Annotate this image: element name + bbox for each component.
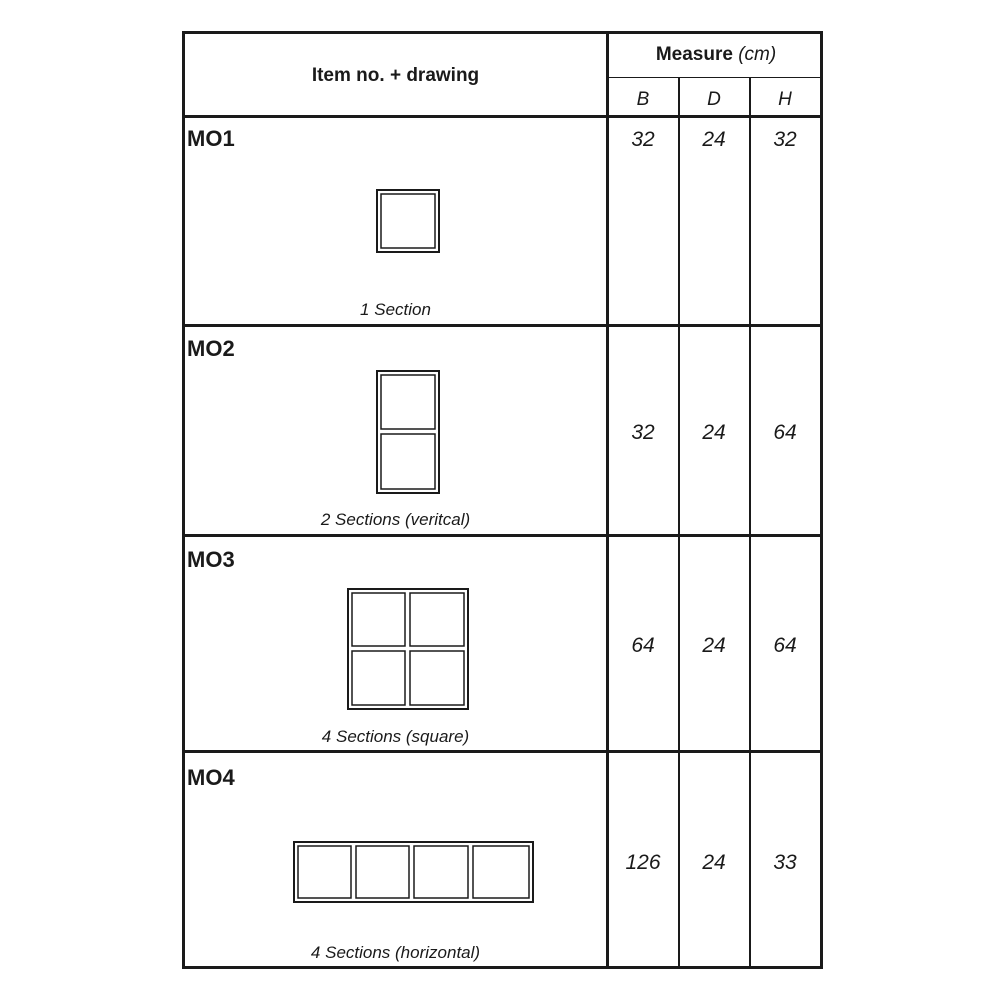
value-mo1-b: 32 <box>631 128 655 151</box>
value-mo2-b: 32 <box>631 421 655 444</box>
col-header-b: B <box>636 89 650 110</box>
value-mo2-d: 24 <box>702 421 726 444</box>
col-divider-d-h <box>749 78 751 966</box>
caption-mo3: 4 Sections (square) <box>321 727 470 746</box>
col-header-d: D <box>707 89 721 110</box>
col-divider-b-d <box>678 78 680 966</box>
value-mo1-d: 24 <box>702 128 726 151</box>
value-mo4-h: 33 <box>773 851 797 874</box>
item-id-mo1: MO1 <box>187 126 235 151</box>
caption-mo2: 2 Sections (veritcal) <box>320 510 471 529</box>
value-mo1-h: 32 <box>773 128 797 151</box>
col-header-h: H <box>778 89 792 110</box>
value-mo2-h: 64 <box>773 421 797 444</box>
measure-unit: (cm) <box>738 44 777 65</box>
caption-mo4: 4 Sections (horizontal) <box>310 943 481 962</box>
drawing-4-sections-square <box>347 588 469 710</box>
value-mo3-d: 24 <box>702 634 726 657</box>
value-mo3-b: 64 <box>631 634 655 657</box>
value-mo3-h: 64 <box>773 634 797 657</box>
value-mo4-b: 126 <box>625 851 661 874</box>
drawing-2-sections-vertical <box>376 370 440 494</box>
item-id-mo4: MO4 <box>187 765 235 790</box>
drawing-4-sections-horizontal <box>293 841 534 903</box>
drawing-1-section <box>376 189 440 253</box>
row-divider-1 <box>185 324 820 327</box>
item-measure-divider <box>606 34 609 966</box>
item-id-mo3: MO3 <box>187 547 235 572</box>
measure-label: Measure <box>655 44 733 65</box>
value-mo4-d: 24 <box>702 851 726 874</box>
measure-header <box>609 44 823 66</box>
measurement-table <box>182 31 823 969</box>
caption-mo1: 1 Section <box>360 300 431 319</box>
row-divider-2 <box>185 534 820 537</box>
item-header: Item no. + drawing <box>311 64 480 86</box>
item-id-mo2: MO2 <box>187 336 235 361</box>
row-divider-3 <box>185 750 820 753</box>
measure-subheader-divider <box>607 77 820 78</box>
